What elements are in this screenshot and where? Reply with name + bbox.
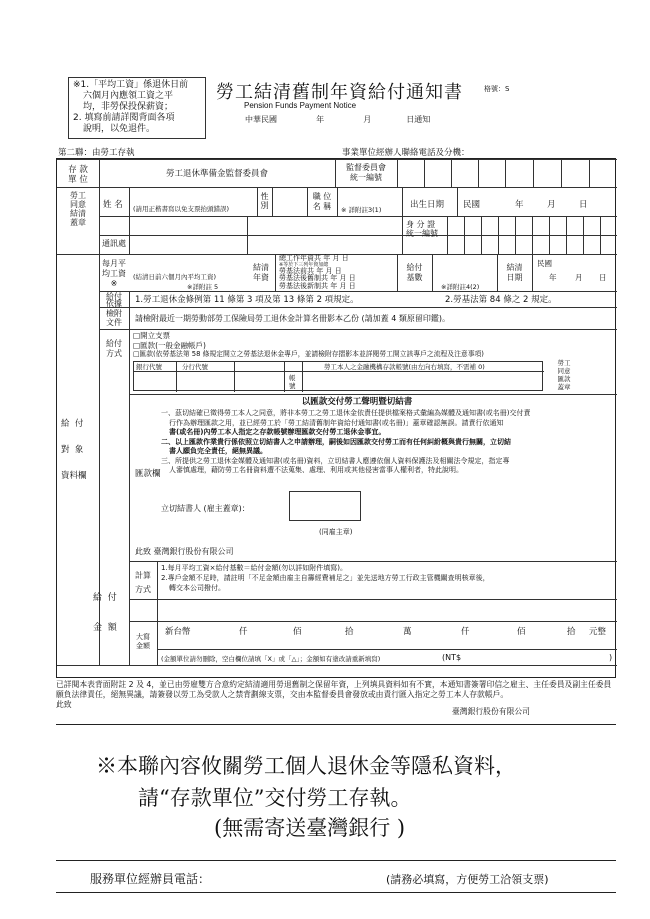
id-number-boxes[interactable] (447, 216, 617, 254)
settle-day-label: 日 (599, 273, 607, 282)
pay-base-note: ※詳附註4(2) (441, 283, 480, 291)
date-month-label: 月 (363, 115, 372, 124)
job-title-hint: ※ 詳附註3(1) (341, 206, 382, 214)
account-hint: 勞工本人之金融機構存款帳號(由左向右填寫，不需補 0) (324, 363, 485, 371)
seniority-total: 總工作年資共 年 月 日 (279, 254, 349, 262)
amount-caps-label: 大寫 金額 (136, 633, 150, 650)
service-contact-hint: (請務必填寫，方便勞工洽領支票) (386, 873, 549, 886)
seniority-note: ※等於下三列年資加總 (279, 262, 329, 269)
calc-method-text (161, 563, 613, 593)
remit-declaration-body (161, 409, 613, 476)
form-title: 勞工結清舊制年資給付通知書 (216, 82, 463, 103)
employer-phone-label: 事業單位經辦人聯絡電話及分機： (342, 148, 470, 158)
to-bank-text: 此致 臺灣銀行股份有限公司 (135, 547, 234, 556)
copy-label: 第二聯：由勞工存執 (58, 148, 135, 158)
bank-code-label: 銀行代號 (136, 363, 162, 371)
calc-line: 2.專戶金額不足時，請註明「不足金額由雇主自籌經費補足之」並先送地方勞工行政主管機關查明核章後， (161, 574, 490, 582)
calc-line: 1.每月平均工資×給付基數＝給付金額(勿以詳如附件填寫)。 (161, 564, 348, 572)
job-title-label: 職 位 名 稱 (312, 192, 332, 211)
avg-wage-label: 每月平 均工資 ※ (102, 259, 126, 288)
notice-date-line (245, 114, 430, 125)
remit-line: 書人願負完全責任，絕無異議。 (169, 447, 267, 455)
amount-unit: 新台幣 (165, 627, 191, 637)
note-line: 均，非勞保投保薪資； (83, 102, 174, 112)
divider (56, 724, 616, 725)
amount-hint: (金額單位請勿刪除，空白欄位請填「X」或「△」；金額如有塗改請重新填寫) (161, 655, 381, 663)
form-subtitle: Pension Funds Payment Notice (244, 101, 357, 110)
attachment-label: 檢附 文件 (106, 309, 122, 327)
form-code: 格號：S (484, 85, 510, 93)
seniority-label: 結清 年資 (253, 263, 269, 282)
note-line: 六個月內應領工資之平 (83, 91, 174, 101)
birth-day-label: 日 (579, 200, 588, 210)
privacy-notice-line-2: 請“存款單位”交付勞工存執。 (138, 786, 412, 810)
option-remit-general[interactable]: □匯款(一般金融帳戶) (133, 340, 206, 350)
depositor-label: 存 款 單 位 (68, 165, 88, 185)
bank-name: 臺灣銀行股份有限公司 (452, 707, 530, 716)
bank-account-grid[interactable] (133, 361, 543, 391)
date-suffix: 日通知 (406, 115, 431, 124)
remit-line: 人審慎處理，藉防勞工名冊資料遭不法蒐集、處理、利用或其他侵害當事人權利者，特此說明。 (169, 466, 463, 474)
pay-amount-section-label (93, 591, 117, 636)
worker-consent-label: 勞工 同意 結清 蓋章 (70, 191, 86, 227)
pay-amount-label: 給 付 金 額 (93, 593, 117, 633)
payee-section-label: 給 付 對 象 資料欄 (61, 419, 87, 481)
seniority-lines (279, 255, 356, 290)
committee-id-label: 監督委員會 統一編號 (346, 163, 386, 182)
gender-label: 性別 (260, 192, 269, 210)
basis-label: 給付 依據 (106, 292, 122, 308)
privacy-notice-line-1: ※本聯內容攸關勞工個人退休金等隱私資料， (96, 754, 516, 778)
avg-wage-hint: (結清日前六個月內平均工資) (133, 273, 217, 281)
amount-unit: 萬 (403, 627, 412, 637)
payment-method-label: 給付 方式 (106, 339, 122, 358)
service-contact-label: 服務單位經辦員電話： (90, 872, 211, 886)
date-year-label: 年 (316, 115, 325, 124)
pay-base-label: 給付 基數 (406, 263, 423, 282)
settle-date-label: 結清 日期 (506, 263, 523, 282)
branch-code-label: 分行代號 (182, 363, 208, 371)
amount-unit: 佰 (517, 627, 526, 637)
id-number-label: 身 分 證 統一編號 (406, 220, 438, 238)
option-remit-pension-account[interactable]: □匯款(依勞基法第 58 條規定開立之勞基法退休金專戶，並請檢附存摺影本並詳閱勞工開立該專戶之流程及注意事項) (133, 350, 484, 358)
amount-unit: 仟 (239, 627, 248, 637)
instruction-note-box (68, 77, 206, 139)
employer-seal-box[interactable] (289, 491, 361, 521)
seniority-pre-law: 勞基法前共 年 月 日 (279, 267, 342, 276)
basis-text-2: 2.勞基法第 84 條之 2 規定。 (445, 295, 557, 305)
basis-text: 1.勞工退休金條例第 11 條第 3 項及第 13 條第 2 項規定。 (135, 295, 359, 305)
amount-unit: 仟 (461, 627, 470, 637)
seniority-new-system: 勞基法後新制共 年 月 日 (279, 281, 356, 290)
birth-month-label: 月 (547, 200, 556, 210)
settle-month-label: 月 (575, 273, 583, 282)
name-label: 姓 名 (103, 200, 123, 210)
payment-form (56, 158, 616, 678)
note-line: 2. 填寫前請詳閱背面各項 (73, 113, 175, 123)
nt-label: (NT$ (442, 653, 462, 662)
attachment-text: 請檢附最近一期勞動部勞工保險局勞工退休金計算名冊影本乙份 (請加蓋 4 類原留印鑑)。 (135, 314, 450, 323)
calc-line: 轉交本公司撥付。 (169, 584, 225, 592)
declaration-body: 已詳閱本表背面附註 2 及 4，並已由勞雇雙方合意約定結清適用勞退舊制之保留年資，上列填具資料如有不實，本通知書簽署印信之雇主、主任委員及副主任委員願負法律責任，絕無異議，請簽發以勞工為受款人之禁背劃線支票，交由本監督委員會發放或由責行匯入指定之勞工本人存款帳戶。 (56, 680, 612, 699)
calc-method-label: 計算 方式 (135, 571, 151, 594)
remit-line: 一、茲切結確已徵得勞工本人之同意，將非本勞工之勞工退休金依責任提供檔案格式彙編為媒體及通知書(或名冊)交付責 (161, 409, 531, 417)
declaration-to: 此致 (56, 700, 72, 709)
signer-label: 立切結書人 (雇主蓋章)： (161, 504, 250, 513)
account-label: 帳 號 (289, 374, 296, 390)
seniority-old-system: 勞基法後舊制共 年 月 日 (279, 274, 356, 283)
nt-close: ) (609, 653, 613, 662)
committee-name: 勞工退休準備金監督委員會 (165, 169, 268, 179)
avg-wage-note: ※詳附註 5 (187, 283, 219, 291)
name-hint: (請用正楷書寫以免支票抬頭錯誤) (133, 205, 230, 213)
note-line: 說明，以免退件。 (83, 124, 156, 134)
note-line: ※1.「平均工資」係退休日前 (73, 80, 189, 90)
footer (56, 860, 616, 892)
settle-roc-label: 民國 (537, 259, 552, 268)
committee-id-boxes[interactable] (397, 159, 617, 187)
worker-remit-seal-label: 勞工 同意 匯款 蓋章 (557, 359, 571, 391)
remit-line: 二、以上匯款作業貴行係依照立切結書人之申請辦理，嗣後如因匯款交付勞工而有任何糾紛概與貴行無關，立切結 (161, 437, 511, 446)
amount-unit: 佰 (293, 627, 302, 637)
remit-label: 匯款欄 (135, 469, 161, 479)
remit-line: 三、所提供之勞工退休金媒體及通知書(或名冊)資料，立切結書人應遵依個人資料保護法及相關法令規定，指定專 (161, 456, 510, 465)
birth-date-label: 出生日期 (410, 200, 445, 210)
option-check[interactable]: □開立支票 (133, 331, 171, 340)
privacy-notice-line-3: (無需寄送臺灣銀行 ) (214, 816, 406, 840)
declaration-text (56, 680, 616, 710)
employer-seal-hint: (同雇主章) (319, 528, 353, 536)
amount-unit: 拾 (345, 627, 354, 637)
amount-unit: 拾 (567, 627, 576, 637)
address-label: 通訊處 (102, 239, 126, 248)
date-prefix: 中華民國 (245, 115, 277, 124)
remit-line: 行作為辦理匯款之用，並已經勞工於「勞工結清舊制年資給付通知書(或名冊)」蓋章確認無誤。請責行依通知 (169, 418, 504, 427)
amount-unit: 元整 (589, 627, 607, 637)
payment-method-options (133, 331, 484, 360)
birth-year-label: 年 (515, 200, 524, 210)
settle-year-label: 年 (549, 273, 557, 282)
remit-line: 書(或名冊)內勞工本人指定之存款帳號辦理匯款交付勞工退休金事宜。 (169, 428, 386, 436)
birth-roc-label: 民國 (463, 200, 481, 210)
remit-declaration-title: 以匯款交付勞工聲明暨切結書 (301, 397, 413, 407)
